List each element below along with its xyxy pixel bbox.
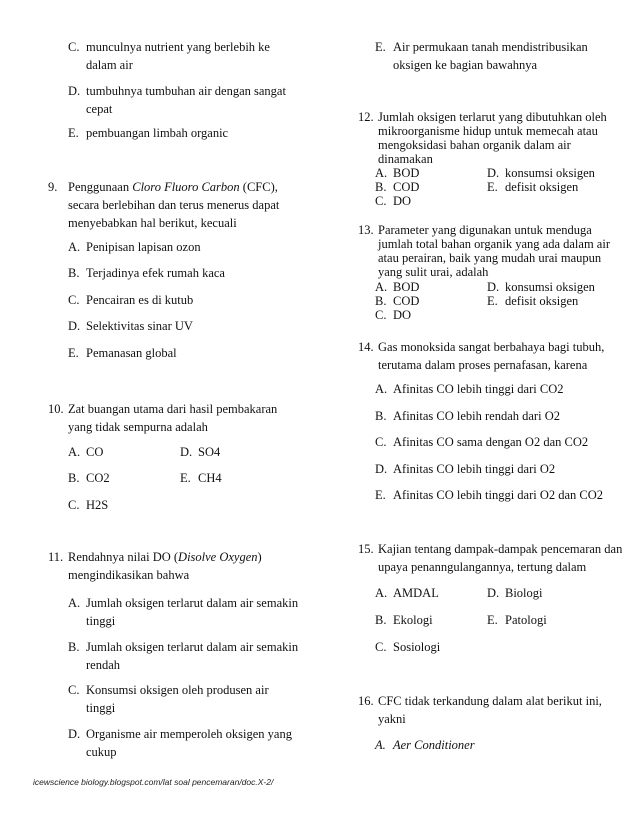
q10-option-a — [68, 443, 103, 461]
option-label: B. — [375, 613, 387, 627]
option-text: Afinitas CO lebih tinggi dari O2 dan CO2 — [393, 488, 604, 502]
question-number: 16. — [358, 694, 374, 708]
option-label: E. — [68, 346, 79, 360]
q9-option-b — [68, 264, 300, 282]
option-text: Afinitas CO sama dengan O2 dan CO2 — [393, 435, 589, 449]
option-text: Organisme air memperoleh oksigen yang cukup — [86, 727, 292, 759]
option-text: H2S — [86, 498, 109, 512]
option-label: D. — [68, 84, 81, 98]
footer-source-url: icewscience biology.blogspot.com/lat soal pencemaran/doc.X-2/ — [33, 777, 274, 787]
q11-option-e — [375, 38, 605, 74]
option-text: CO — [86, 445, 104, 459]
q15-option-a — [375, 584, 439, 602]
question-number: 13. — [358, 223, 374, 237]
q13-options-row-1 — [375, 280, 595, 294]
option-label: C. — [375, 640, 387, 654]
q11-option-c — [68, 681, 300, 717]
option-label: A. — [375, 382, 388, 396]
question-text: Gas monoksida sangat berbahaya bagi tubuh, terutama dalam proses pernafasan, karena — [378, 340, 605, 372]
option-text: Terjadinya efek rumah kaca — [86, 266, 225, 280]
question-number: 11. — [48, 550, 64, 564]
option-text: CO2 — [86, 471, 110, 485]
option-label: E. — [375, 488, 386, 502]
option-text: Afinitas CO lebih rendah dari O2 — [393, 409, 560, 423]
option-label: B. — [68, 640, 80, 654]
question-14 — [358, 338, 626, 374]
q11-option-b — [68, 638, 306, 674]
option-text: Ekologi — [393, 613, 433, 627]
question-number: 10. — [48, 402, 64, 416]
q8-option-d — [68, 82, 300, 118]
question-text: Penggunaan Cloro Fluoro Carbon (CFC), secara berlebihan dan terus menerus dapat menyebabkan hal berikut, kecuali — [68, 180, 280, 230]
q11-option-d — [68, 725, 308, 761]
option-label: D. — [375, 462, 388, 476]
q15-option-e — [487, 611, 547, 629]
q12-options-row-1 — [375, 166, 595, 180]
option-label: D. — [487, 166, 500, 180]
option-label: C. — [375, 435, 387, 449]
option-text: COD — [393, 180, 420, 194]
option-label: D. — [180, 445, 193, 459]
option-text: Air permukaan tanah mendistribusikan oksigen ke bagian bawahnya — [393, 40, 588, 72]
option-label: C. — [375, 308, 387, 322]
option-text: Afinitas CO lebih tinggi dari CO2 — [393, 382, 564, 396]
option-label: E. — [487, 180, 498, 194]
question-15 — [358, 540, 628, 576]
q14-option-e — [375, 486, 603, 504]
option-text: tumbuhnya tumbuhan air dengan sangat cepat — [86, 84, 286, 116]
q15-option-c — [375, 638, 440, 656]
option-text: Afinitas CO lebih tinggi dari O2 — [393, 462, 556, 476]
question-number: 15. — [358, 542, 374, 556]
question-13 — [358, 223, 626, 279]
q15-option-b — [375, 611, 433, 629]
question-number: 14. — [358, 340, 374, 354]
q11-option-a — [68, 594, 306, 630]
option-label: B. — [375, 180, 387, 194]
option-label: C. — [375, 194, 387, 208]
option-text: Jumlah oksigen terlarut dalam air semakin rendah — [86, 640, 299, 672]
question-11 — [48, 548, 298, 584]
option-text: Sosiologi — [393, 640, 441, 654]
question-12 — [358, 110, 626, 166]
option-label: C. — [68, 40, 80, 54]
question-16 — [358, 692, 626, 728]
q13-options-row-2 — [375, 294, 578, 308]
option-label: D. — [487, 586, 500, 600]
option-label: E. — [375, 40, 386, 54]
option-label: A. — [375, 166, 388, 180]
option-text: Aer Conditioner — [393, 738, 475, 752]
option-label: C. — [68, 293, 80, 307]
q10-option-b — [68, 469, 110, 487]
q15-option-d — [487, 584, 543, 602]
option-text: Pencairan es di kutub — [86, 293, 194, 307]
option-text: Selektivitas sinar UV — [86, 319, 193, 333]
question-text: Jumlah oksigen terlarut yang dibutuhkan oleh mikroorganisme hidup untuk memecah atau mengoksidasi bahan organik dalam air dinamakan — [378, 110, 607, 166]
q8-option-e — [68, 124, 300, 142]
option-text: SO4 — [198, 445, 221, 459]
option-label: B. — [68, 266, 80, 280]
q14-option-c — [375, 433, 588, 451]
option-label: B. — [68, 471, 80, 485]
option-text: Konsumsi oksigen oleh produsen air tinggi — [86, 683, 269, 715]
option-text: konsumsi oksigen — [505, 280, 595, 294]
question-text: Parameter yang digunakan untuk menduga jumlah total bahan organik yang ada dalam air atau perairan, baik yang mudah urai maupun yang sulit urai, adalah — [378, 223, 610, 279]
option-text: AMDAL — [393, 586, 439, 600]
option-label: D. — [68, 727, 81, 741]
option-label: E. — [487, 613, 498, 627]
question-10 — [48, 400, 298, 436]
option-label: A. — [68, 445, 81, 459]
q9-option-c — [68, 291, 300, 309]
q8-option-c — [68, 38, 300, 74]
option-text: CH4 — [198, 471, 222, 485]
question-9 — [48, 178, 298, 232]
option-text: Penipisan lapisan ozon — [86, 240, 201, 254]
question-text: Kajian tentang dampak-dampak pencemaran dan upaya penanngulangannya, tertung dalam — [378, 542, 623, 574]
option-text: defisit oksigen — [505, 180, 579, 194]
option-label: C. — [68, 498, 80, 512]
q9-option-e — [68, 344, 300, 362]
q14-option-b — [375, 407, 560, 425]
option-text: Jumlah oksigen terlarut dalam air semakin tinggi — [86, 596, 299, 628]
option-text: Patologi — [505, 613, 547, 627]
q10-option-e — [180, 469, 222, 487]
question-text: CFC tidak terkandung dalam alat berikut ini, yakni — [378, 694, 602, 726]
option-label: B. — [375, 409, 387, 423]
option-label: B. — [375, 294, 387, 308]
question-text: Zat buangan utama dari hasil pembakaran yang tidak sempurna adalah — [68, 402, 278, 434]
option-text: DO — [393, 194, 412, 208]
q10-option-d — [180, 443, 220, 461]
option-text: BOD — [393, 280, 420, 294]
option-label: D. — [68, 319, 81, 333]
option-label: A. — [68, 596, 81, 610]
option-text: COD — [393, 294, 420, 308]
option-label: A. — [375, 586, 388, 600]
option-text: konsumsi oksigen — [505, 166, 595, 180]
q14-option-d — [375, 460, 555, 478]
option-text: Pemanasan global — [86, 346, 177, 360]
option-text: BOD — [393, 166, 420, 180]
option-label: D. — [487, 280, 500, 294]
option-text: Biologi — [505, 586, 543, 600]
option-text: pembuangan limbah organic — [86, 126, 229, 140]
option-label: A. — [68, 240, 81, 254]
q10-option-c — [68, 496, 108, 514]
question-number: 9. — [48, 180, 58, 194]
question-text: Rendahnya nilai DO (Disolve Oxygen) mengindikasikan bahwa — [68, 550, 262, 582]
q9-option-a — [68, 238, 300, 256]
option-label: E. — [487, 294, 498, 308]
q13-options-row-3 — [375, 308, 487, 322]
option-label: E. — [68, 126, 79, 140]
q12-options-row-3 — [375, 194, 487, 208]
q12-options-row-2 — [375, 180, 578, 194]
q16-option-a — [375, 736, 475, 754]
option-label: C. — [68, 683, 80, 697]
option-text: munculnya nutrient yang berlebih ke dalam air — [86, 40, 270, 72]
option-label: E. — [180, 471, 191, 485]
option-text: DO — [393, 308, 412, 322]
q14-option-a — [375, 380, 563, 398]
option-label: A. — [375, 280, 388, 294]
option-text: defisit oksigen — [505, 294, 579, 308]
question-number: 12. — [358, 110, 374, 124]
q9-option-d — [68, 317, 300, 335]
option-label: A. — [375, 738, 386, 752]
